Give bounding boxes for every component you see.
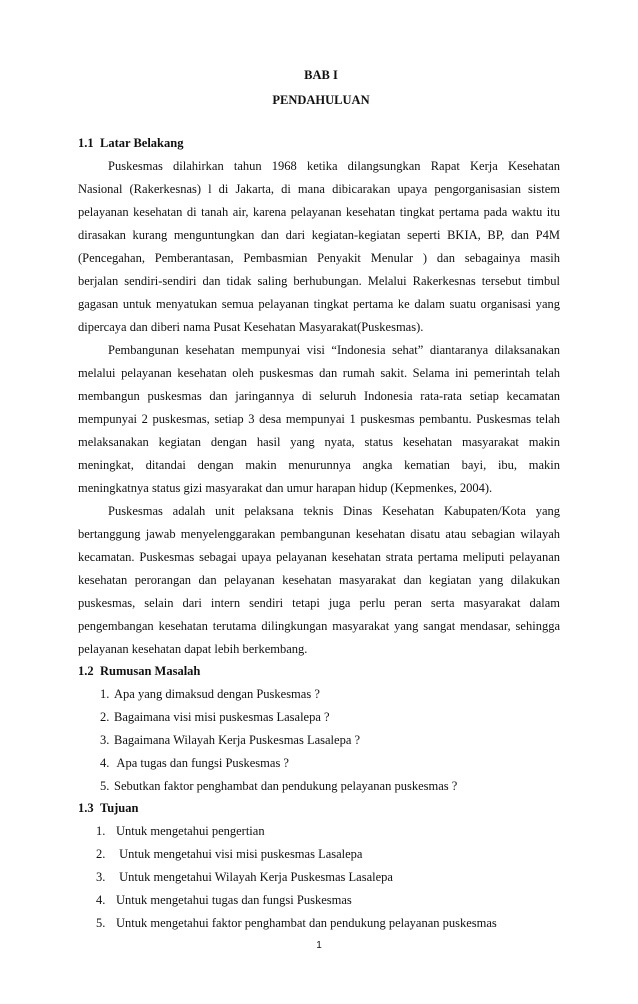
paragraph-line: meningkat, ditandai dengan makin menurunnya angka kematian bayi, ibu, makin <box>78 458 560 472</box>
paragraph-line: Puskesmas dilahirkan tahun 1968 ketika dilangsungkan Rapat Kerja Kesehatan <box>108 159 560 173</box>
paragraph-line: pelayanan kesehatan di tanah air, karena pelayanan kesehatan tingkat pertama pada waktu itu <box>78 205 560 219</box>
paragraph-line: pengembangan kesehatan terutama dilingkungan masyarakat yang sangat mendasar, sehingga <box>78 619 560 633</box>
list-item <box>100 778 457 794</box>
section-number: 1.2 <box>78 664 94 678</box>
list-number: 1. <box>100 687 110 701</box>
list-text: Bagaimana Wilayah Kerja Puskesmas Lasalepa ? <box>114 733 361 747</box>
list-text: Untuk mengetahui pengertian <box>116 824 265 838</box>
list-item <box>100 709 330 725</box>
list-number: 2. <box>100 710 110 724</box>
list-item <box>96 915 497 931</box>
section-title: Rumusan Masalah <box>100 664 201 678</box>
list-number: 3. <box>100 733 110 747</box>
paragraph-line: (Pencegahan, Pemberantasan, Pembasmian Penyakit Menular ) dan sebagainya masih <box>78 251 560 265</box>
paragraph-line: mempunyai 2 puskesmas, setiap 3 desa mempunyai 1 puskesmas pembantu. Puskesmas telah <box>78 412 560 426</box>
paragraph-line: Pembangunan kesehatan mempunyai visi “Indonesia sehat” diantaranya dilaksanakan <box>108 343 560 357</box>
section-heading-rumusan-masalah <box>78 664 200 679</box>
section-title: Latar Belakang <box>100 136 184 150</box>
list-number: 4. <box>96 893 106 907</box>
list-number: 5. <box>96 916 106 930</box>
list-number: 3. <box>96 870 106 884</box>
section-heading-tujuan <box>78 801 138 816</box>
paragraph-line: puskesmas, selain dari intern sendiri tetapi juga perlu peran serta masyarakat dalam <box>78 596 560 610</box>
paragraph-line: pelayanan kesehatan dapat lebih berkembang. <box>78 642 308 656</box>
list-text: Apa yang dimaksud dengan Puskesmas ? <box>114 687 320 701</box>
list-number: 2. <box>96 847 106 861</box>
section-number: 1.3 <box>78 801 94 815</box>
paragraph-line: kecamatan. Puskesmas sebagai upaya pelayanan kesehatan strata pertama meliputi pelayanan <box>78 550 560 564</box>
paragraph-line: dipercaya dan diberi nama Pusat Kesehatan Masyarakat(Puskesmas). <box>78 320 424 334</box>
section-number: 1.1 <box>78 136 94 150</box>
list-item <box>96 892 352 908</box>
chapter-label: BAB I <box>304 68 338 82</box>
paragraph-line: bertanggung jawab menyelenggarakan pembangunan kesehatan disatu atau sebagian wilayah <box>78 527 560 541</box>
paragraph-line: Nasional (Rakerkesnas) l di Jakarta, di mana dibicarakan upaya pengorganisasian sistem <box>78 182 560 196</box>
paragraph-line: melaksanakan kegiatan dengan hasil yang nyata, status kesehatan masyarakat makin <box>78 435 560 449</box>
chapter-title: PENDAHULUAN <box>272 93 370 107</box>
list-item <box>100 755 289 771</box>
paragraph-line: Puskesmas adalah unit pelaksana teknis Dinas Kesehatan Kabupaten/Kota yang <box>108 504 560 518</box>
list-item <box>96 869 393 885</box>
section-title: Tujuan <box>100 801 139 815</box>
list-text: Untuk mengetahui visi misi puskesmas Lasalepa <box>116 847 363 861</box>
list-item <box>100 732 360 748</box>
paragraph-line: dirasakan kurang menguntungkan dan dari kegiatan-kegiatan seperti BKIA, BP, dan P4M <box>78 228 560 242</box>
paragraph-line: gagasan untuk menyatukan semua pelayanan tingkat pertama ke dalam suatu organisasi yang <box>78 297 560 311</box>
paragraph-line: melalui pelayanan kesehatan oleh puskesmas dan rumah sakit. Selama ini pemerintah telah <box>78 366 560 380</box>
list-number: 1. <box>96 824 106 838</box>
list-item <box>96 823 265 839</box>
list-text: Apa tugas dan fungsi Puskesmas ? <box>114 756 289 770</box>
list-number: 5. <box>100 779 110 793</box>
list-text: Bagaimana visi misi puskesmas Lasalepa ? <box>114 710 330 724</box>
list-item <box>96 846 362 862</box>
list-text: Untuk mengetahui faktor penghambat dan pendukung pelayanan puskesmas <box>116 916 497 930</box>
list-text: Untuk mengetahui Wilayah Kerja Puskesmas Lasalepa <box>116 870 393 884</box>
list-number: 4. <box>100 756 110 770</box>
section-heading-latar-belakang <box>78 136 183 151</box>
list-text: Untuk mengetahui tugas dan fungsi Puskesmas <box>116 893 352 907</box>
paragraph-line: meningkatnya status gizi masyarakat dan umur harapan hidup (Kepmenkes, 2004). <box>78 481 493 495</box>
list-item <box>100 686 320 702</box>
page-number: 1 <box>316 940 322 951</box>
paragraph-line: berjalan sendiri-sendiri dan tidak saling berhubungan. Melalui Rakerkesnas tersebut timbul <box>78 274 560 288</box>
paragraph-line: membangun puskesmas dan jaringannya di seluruh Indonesia rata-rata setiap kecamatan <box>78 389 560 403</box>
paragraph-line: kesehatan perorangan dan pelayanan kesehatan masyarakat dan kegiatan yang dilakukan <box>78 573 560 587</box>
list-text: Sebutkan faktor penghambat dan pendukung pelayanan puskesmas ? <box>114 779 458 793</box>
